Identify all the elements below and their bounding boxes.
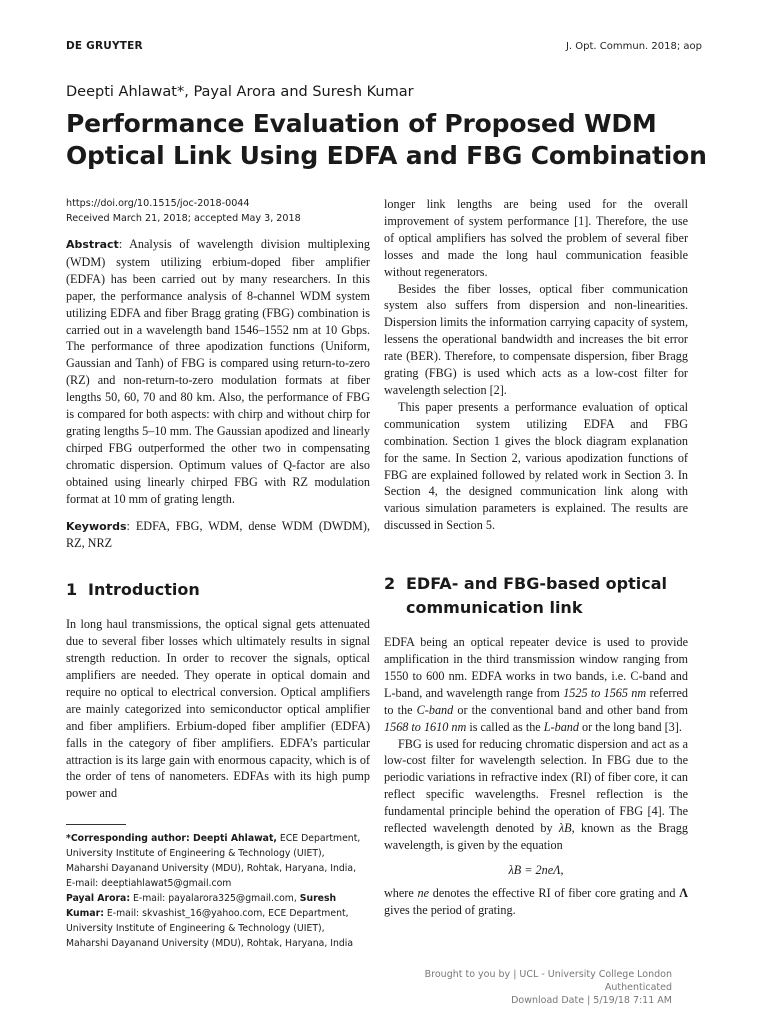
keywords (66, 518, 370, 553)
section-1-title: Introduction (88, 580, 200, 600)
equation-explanation: where ne denotes the effective RI of fiber core grating and Λ gives the period of grating. (384, 885, 688, 917)
section-1-number: 1 (66, 580, 78, 600)
abstract-label: Abstract (66, 238, 119, 251)
keywords-label: Keywords (66, 519, 127, 533)
section-2-title: EDFA- and FBG-based optical communication link (406, 574, 667, 618)
publisher-name: DE GRUYTER (66, 40, 143, 52)
corresponding-email[interactable]: E-mail: deeptiahlawat5@gmail.com (66, 878, 232, 889)
bragg-equation: λB = 2neΛ, (508, 862, 564, 877)
brought-by-line: Brought to you by | UCL - University College London (424, 969, 672, 980)
author-footnote (66, 824, 370, 951)
footnote-divider (66, 824, 126, 825)
download-stamp (425, 968, 672, 1007)
section-2-number: 2 (384, 574, 396, 594)
overview-paragraph: This paper presents a performance evaluation of optical communication system utilizing EDFA and FBG combination. Section 1 gives the block diagram explanation for the same. In Section 2, various apodization functions of FBG are explained followed by related work in Section 3. In Section 4, the designed communication link along with various simulation parameters is explained. The results are discussed in Section 5. (384, 399, 688, 533)
left-column (66, 196, 370, 802)
received-dates: Received March 21, 2018; accepted May 3, 2018 (66, 213, 301, 224)
dispersion-paragraph: Besides the fiber losses, optical fiber communication system also suffers from dispersion and non-linearities. Dispersion limits the information carrying capacity of system, lessens the operational bandwidth and increases the bit error rate (BER). Therefore, to compensate dispersion, fiber Bragg grating (FBG) is used which acts as a low-cost filter for wavelength selection [2]. (384, 281, 688, 397)
coauthor-info: Payal Arora: E-mail: payalarora325@gmail.com, Suresh Kumar: E-mail: skvashist_16@yahoo.com, ECE Department, University Institute of Engineering & Technology (UIET), Maharshi Dayanand University (MDU), Rohtak, Haryana, India (66, 893, 354, 949)
authenticated-line: Authenticated (604, 982, 672, 993)
right-column (384, 196, 688, 919)
intro-paragraph: In long haul transmissions, the optical signal gets attenuated due to several fiber losses which ultimately results in signal strength reduction. In order to recover the signals, optical amplifiers are needed. They operate in optical domain and require no optical to electrical conversion. Optical amplifiers are mainly categorized into semiconductor optical amplifier and fiber amplifiers. Erbium-doped fiber amplifier (EDFA) falls in the category of fiber amplifiers. EDFA’s particular attraction is its large gain with enormous capacity, which is of the order of tens of nanometers. EDFAs with its high pump power and (66, 617, 370, 801)
keywords-text: : EDFA, FBG, WDM, dense WDM (DWDM), RZ, NRZ (66, 518, 370, 551)
journal-reference: J. Opt. Commun. 2018; aop (565, 41, 702, 52)
intro-continued-paragraph: longer link lengths are being used for the overall improvement of system performance [1]. Therefore, the use of optical amplifiers has solved the problem of several fiber losses and made the long haul communication feasible without regenerators. (384, 197, 688, 279)
abstract-text: : Analysis of wavelength division multiplexing (WDM) system utilizing erbium-doped fiber amplifier (EDFA) has been carried out by many researchers. In this paper, the performance analysis of 8-channel WDM system utilizing EDFA and fiber Bragg grating (FBG) combination is carried out in a wavelength band 1546–1552 nm at 10 Gbps. The performance of three apodization functions (Uniform, Gaussian and Tanh) of FBG is compared using return-to-zero (RZ) and non-return-to-zero modulation formats at fiber lengths 50, 60, 70 and 80 km. Also, the performance of FBG is compared for both aspects: with chirp and without chirp for grating lengths 5–10 mm. The Gaussian apodized and linearly chirped FBG outperformed the other two in compensating chromatic dispersion. Optimum values of Q-factor are also obtained using linearly chirped FBG with RZ modulation format at 10 mm of grating length. (66, 237, 370, 506)
paper-title: Performance Evaluation of Proposed WDM Optical Link Using EDFA and FBG Combination (66, 109, 707, 170)
abstract (66, 236, 370, 508)
edfa-paragraph: EDFA being an optical repeater device is used to provide amplification in the third transmission window ranging from 1550 to 600 nm. EDFA works in two bands, i.e. C-band and L-band, and wavelength range from 1525 to 1565 nm referred to the C-band or the conventional band and other band from 1568 to 1610 nm is called as the L-band or the long band [3]. (384, 635, 689, 734)
bragg-wavelength-symbol: λB (558, 821, 572, 836)
fbg-paragraph: FBG is used for reducing chromatic dispersion and act as a low-cost filter for wavelength selection. In FBG due to the periodic variations in refractive index (RI) of fiber core, it can reflect specific wavelengths. Fresnel reflection is the fundamental principle behind the operation of FBG [4]. The reflected wavelength denoted by λB, known as the Bragg wavelength, is given by the equation (384, 736, 688, 852)
download-date-line: Download Date | 5/19/18 7:11 AM (511, 995, 672, 1006)
section-2-heading (384, 572, 688, 620)
author-list: Deepti Ahlawat*, Payal Arora and Suresh Kumar (66, 84, 414, 100)
corresponding-author: *Corresponding author: Deepti Ahlawat, ECE Department, University Institute of Engineering & Technology (UIET), Maharshi Dayanand University (MDU), Rohtak, Haryana, India, (66, 833, 361, 874)
doi-link[interactable]: https://doi.org/10.1515/joc-2018-0044 (66, 198, 250, 209)
section-1-heading (66, 578, 370, 602)
